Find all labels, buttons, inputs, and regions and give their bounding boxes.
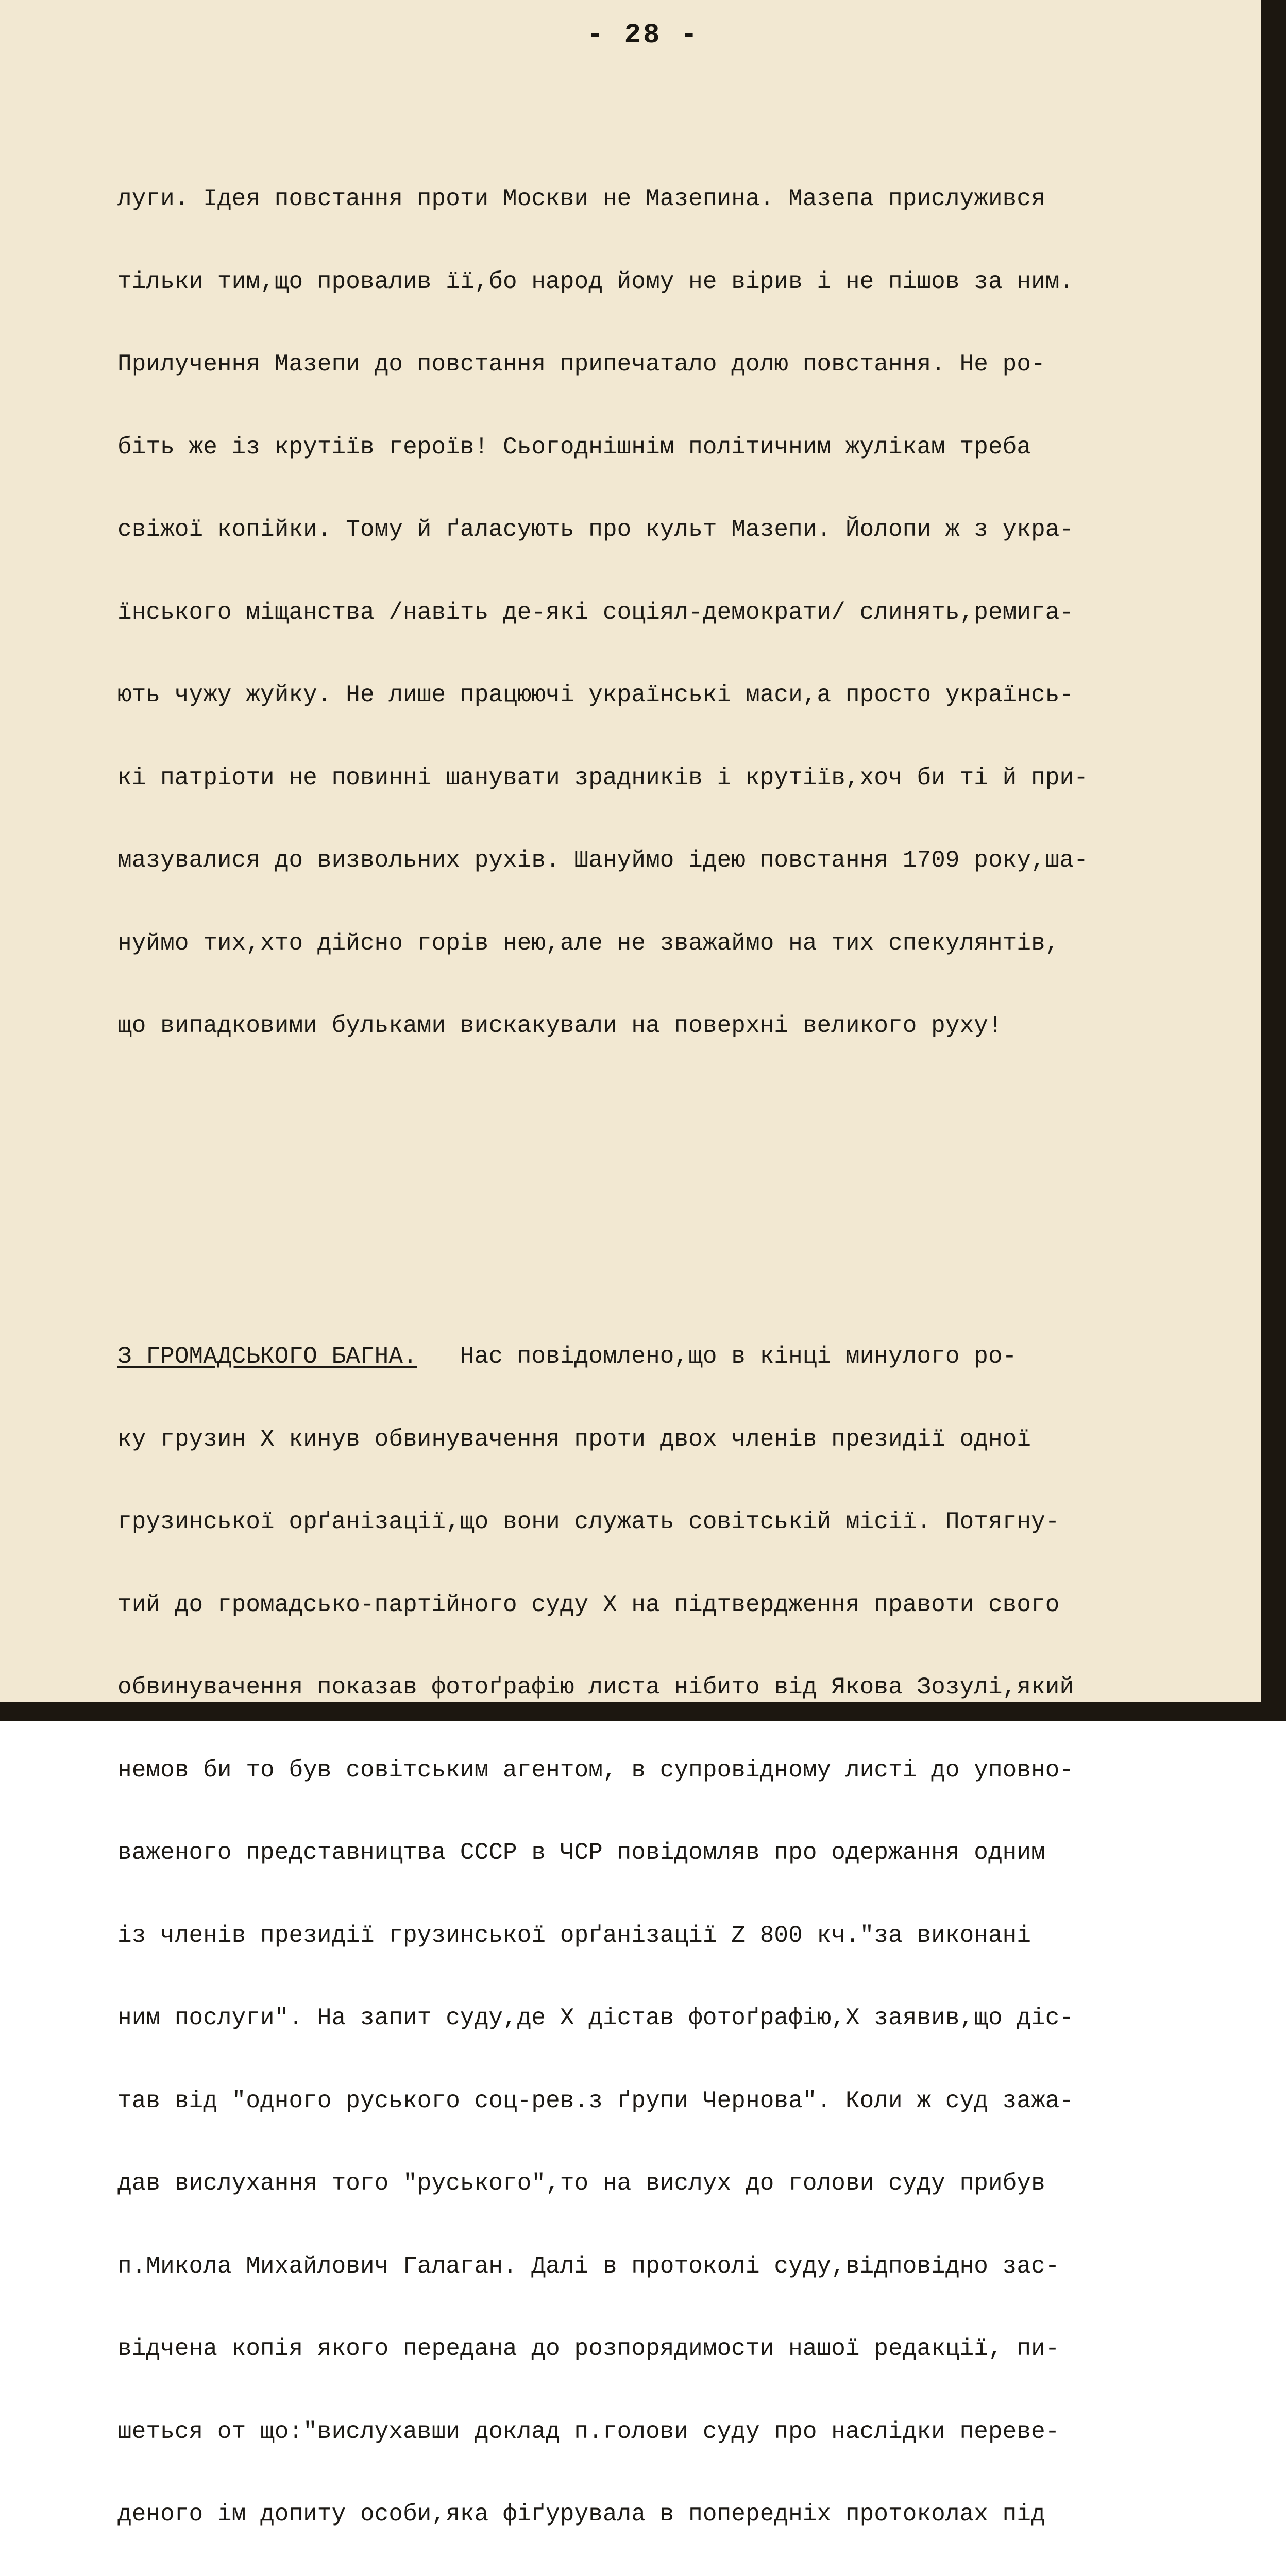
text-line: Прилучення Мазепи до повстання припечатало долю повстання. Не ро- bbox=[117, 351, 1045, 378]
text-line: тав від "одного руського соц-рев.з ґрупи Чернова". Коли ж суд зажа- bbox=[117, 2087, 1074, 2114]
page-number: - 28 - bbox=[586, 20, 700, 51]
text-line: шеться от що:"вислухавши доклад п.голови суду про наслідки переве- bbox=[117, 2418, 1060, 2445]
scan-border-right bbox=[1261, 0, 1286, 1721]
text-line: деного ім допиту особи,яка фіґурувала в попередніх протоколах під bbox=[117, 2501, 1045, 2528]
text-line: тільки тим,що провалив її,бо народ йому не вірив і не пішов за ним. bbox=[117, 268, 1074, 295]
text-line: свіжої копійки. Тому й ґаласують про культ Мазепи. Йолопи ж з укра- bbox=[117, 516, 1074, 543]
section-first-line-text: Нас повідомлено,що в кінці минулого ро- bbox=[417, 1343, 1017, 1370]
text-line: немов би то був совітським агентом, в супровідному листі до уповно- bbox=[117, 1756, 1074, 1784]
text-line: що випадковими бульками вискакували на поверхні великого руху! bbox=[117, 1012, 1003, 1039]
text-line: обвинувачення показав фотоґрафію листа нібито від Якова Зозулі,який bbox=[117, 1674, 1074, 1701]
paragraph-mazepa bbox=[117, 130, 1189, 1095]
text-line: грузинської орґанізації,що вони служать совітській місії. Потягну- bbox=[117, 1509, 1060, 1535]
text-line: ку грузин X кинув обвинувачення проти двох членів президії одної bbox=[117, 1426, 1031, 1453]
paragraph-gap bbox=[117, 1178, 1189, 1206]
section-gromadskoho-bahna bbox=[117, 1288, 1189, 2576]
text-line: п.Микола Михайлович Галаган. Далі в протоколі суду,відповідно зас- bbox=[117, 2252, 1060, 2280]
text-line: із членів президії грузинської орґанізації Z 800 кч."за виконані bbox=[117, 1922, 1031, 1949]
text-line: мазувалися до визвольних рухів. Шануймо ідею повстання 1709 року,ша- bbox=[117, 847, 1088, 874]
text-line: біть же із крутіїв героїв! Сьогоднішнім політичним жулікам треба bbox=[117, 433, 1031, 461]
text-line: відчена копія якого передана до розпорядимости нашої редакції, пи- bbox=[117, 2335, 1060, 2362]
text-line: важеного представництва СССР в ЧСР повідомляв про одержання одним bbox=[117, 1839, 1045, 1866]
text-line: ють чужу жуйку. Не лише працюючі українські маси,а просто українсь- bbox=[117, 682, 1074, 708]
scan-border-bottom bbox=[0, 1702, 1286, 1721]
text-line: тий до громадсько-партійного суду X на підтвердження правоти свого bbox=[117, 1591, 1060, 1618]
section-first-line bbox=[117, 1343, 1189, 1371]
text-line: їнського міщанства /навіть де-які соціял-демократи/ слинять,ремигa- bbox=[117, 599, 1074, 626]
text-line: кі патріоти не повинні шанувати зрадників і крутіїв,хоч би ті й при- bbox=[117, 764, 1088, 791]
text-line: дав вислухання того "руського",то на вислух до голови суду прибув bbox=[117, 2170, 1045, 2197]
text-line: луги. Ідея повстання проти Москви не Мазепина. Мазепа прислужився bbox=[117, 185, 1045, 212]
text-line: нуймо тих,хто дійсно горів нею,але не зважаймо на тих спекулянтів, bbox=[117, 929, 1060, 957]
section-heading: З ГРОМАДСЬКОГО БАГНА. bbox=[117, 1343, 417, 1370]
text-line: ним послуги". На запит суду,де X дістав фотоґрафію,X заявив,що діс- bbox=[117, 2005, 1074, 2031]
document-body bbox=[117, 75, 1189, 2576]
